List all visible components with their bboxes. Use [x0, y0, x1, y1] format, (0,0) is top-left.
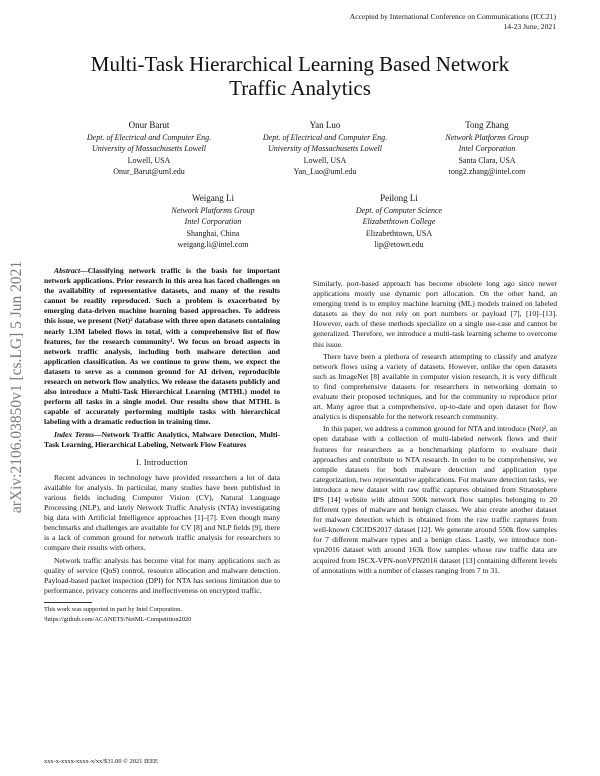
author-dept: Dept. of Electrical and Computer Eng. — [262, 132, 388, 142]
author-city: Lowell, USA — [303, 155, 347, 165]
footnote-support: This work was supported in part by Intel Corporation. — [44, 605, 182, 613]
author-email[interactable]: weigang.li@intel.com — [177, 240, 249, 249]
author-block — [128, 193, 298, 251]
author-name: Onur Barut — [128, 120, 170, 130]
body-paragraph: In this paper, we address a common ground for NTA and introduce (Net)², an open database with a collection of multi-labeled network flows and their features for researchers as a benchmarking platform to evaluate their approaches and contribute to NTA research. In order to be comprehensive, we compile datasets for both malware detection and application type categorization, two representative applications. For malware detection tasks, we introduce a new dataset with raw traffic captures obtained from Stratosphere IPS [14] website with almost 500k network flow samples belonging to 20 different types of malware and benign classes. We also create another dataset for malware detection which is obtained from the raw traffic captures from well-known CICIDS2017 dataset [12]. We generate around 550k flow samples for 7 different malware types and a benign class. Lastly, we introduce non-vpn2016 dataset with around 163k flow samples whose raw traffic data are acquired from ISCX-VPN-nonVPN2016 dataset [13] containing different levels of annotations with a number of classes ranging from 7 to 31. — [313, 424, 557, 575]
author-block — [314, 193, 484, 251]
author-name: Tong Zhang — [465, 120, 509, 130]
title-line-2: Traffic Analytics — [229, 76, 371, 100]
author-name: Peilong Li — [380, 193, 418, 203]
author-email[interactable]: tong2.zhang@intel.com — [448, 167, 526, 176]
author-city: Shanghai, China — [186, 228, 240, 238]
abstract-text: —Classifying network traffic is the basis for important network applications. Prior research in this area has faced challenges on the availability of representative datasets, and many of the results cannot be readily reproduced. Such a problem is exacerbated by emerging data-driven machine learning based approaches. To address this issue, we present (Net)² database with three open datasets containing nearly 1.3M labeled flows in total, with a comprehensive list of flow features, for the research community¹. We focus on broad aspects in network traffic analysis, including both malware detection and application classification. As we continue to grow them, we expect the datasets to serve as a common ground for AI driven, reproducible research on network flow analytics. We release the datasets publicly and also introduce a Multi-Task Hierarchical Learning (MTHL) model to perform all tasks in a single model. Our results show that MTHL is capable of accurately performing multiple tasks with hierarchical labeling with a dramatic reduction in training time. — [44, 266, 280, 427]
author-email[interactable]: Onur_Barut@uml.edu — [113, 167, 185, 176]
copyright-line: xxx-x-xxxx-xxxx-x/xx/$31.00 © 2021 IEEE — [44, 758, 158, 765]
author-block — [64, 120, 234, 178]
body-paragraph: Recent advances in technology have provided researchers a lot of data available for analysis. In particular, many studies have been published in various fields including Computer Vision (CV), Natural Language Processing (NLP), and lately Network Traffic Analysis (NTA) investigating big data with Artificial Intelligence approaches [1]–[7]. Even though many benchmarks and challenges are available for CV [8] and NLP fields [9], there is a lack of common ground for network traffic analysis for researchers to compare their results with others. — [44, 472, 280, 553]
acceptance-line-1: Accepted by International Conference on Communications (ICC21) — [349, 12, 556, 21]
index-terms-text: —Network Traffic Analytics, Malware Detection, Multi-Task Learning, Hierarchical Labeling, Network Flow Features — [44, 429, 280, 449]
right-column — [313, 279, 557, 578]
body-paragraph: There have been a plethora of research attempting to classify and analyze network flows using a variety of datasets. However, unlike the open datasets such as ImageNet [8] available in computer vision research, it is very difficult to find comprehensive datasets for researchers in networking domain to evaluate their proposed techniques, and for the community to reproduce prior art. Many agree that a comprehensive, up-to-date and open dataset for flow analytics is dispensable for the network research community. — [313, 351, 557, 422]
author-dept: Network Platforms Group — [445, 132, 529, 142]
author-dept: Network Platforms Group — [171, 205, 255, 215]
body-paragraph: Similarly, port-based approach has become obsolete long ago since newer applications mostly use dynamic port allocation. On the other hand, an emerging trend is to employ machine learning (ML) models trained on labeled datasets as they do not rely on port numbers or payload [7], [10]–[13]. However, each of these methods specialize on a single use-case and cannot be generalized. Therefore, we introduce a multi-task learning scheme to overcome this issue. — [313, 279, 557, 349]
author-email[interactable]: Yan_Luo@uml.edu — [293, 167, 357, 176]
author-email[interactable]: lip@etown.edu — [374, 240, 424, 249]
author-org: University of Massachusetts Lowell — [92, 144, 206, 153]
acceptance-note — [350, 12, 556, 32]
author-org: Elizabethtown College — [362, 217, 436, 226]
author-city: Santa Clara, USA — [458, 155, 516, 165]
author-name: Weigang Li — [191, 193, 234, 203]
author-block — [412, 120, 562, 178]
title-line-1: Multi-Task Hierarchical Learning Based Network — [90, 52, 510, 76]
author-block — [240, 120, 410, 178]
paper-title — [40, 52, 560, 100]
left-column — [44, 266, 280, 626]
author-dept: Dept. of Computer Science — [355, 205, 443, 215]
abstract — [44, 266, 280, 428]
arxiv-id[interactable]: arXiv:2106.03850v1 [cs.LG] 5 Jun 2021 — [8, 260, 25, 514]
abstract-label: Abstract — [54, 266, 81, 275]
author-org: Intel Corporation — [458, 144, 516, 153]
author-city: Elizabethtown, USA — [365, 228, 433, 238]
index-terms-label: Index Terms — [54, 429, 95, 439]
author-name: Yan Luo — [309, 120, 341, 130]
author-city: Lowell, USA — [127, 155, 171, 165]
author-org: University of Massachusetts Lowell — [268, 144, 382, 153]
acceptance-line-2: 14-23 June, 2021 — [503, 22, 556, 31]
arxiv-sidebar — [7, 222, 27, 552]
author-dept: Dept. of Electrical and Computer Eng. — [86, 132, 212, 142]
body-paragraph: Network traffic analysis has become vital for many applications such as quality of service (QoS) control, resource allocation and malware detection. Payload-based packet inspection (DPI) for NTA has serious limitation due to performance, privacy concerns and ineffectiveness on encrypted traffic. — [44, 555, 280, 595]
section-title: I. Introduction — [136, 457, 188, 467]
author-org: Intel Corporation — [184, 217, 242, 226]
index-terms — [44, 430, 280, 450]
footnote-divider — [44, 602, 92, 603]
footnote-url[interactable]: ¹https://github.com/ACANETS/NetML-Competition2020 — [44, 615, 192, 623]
